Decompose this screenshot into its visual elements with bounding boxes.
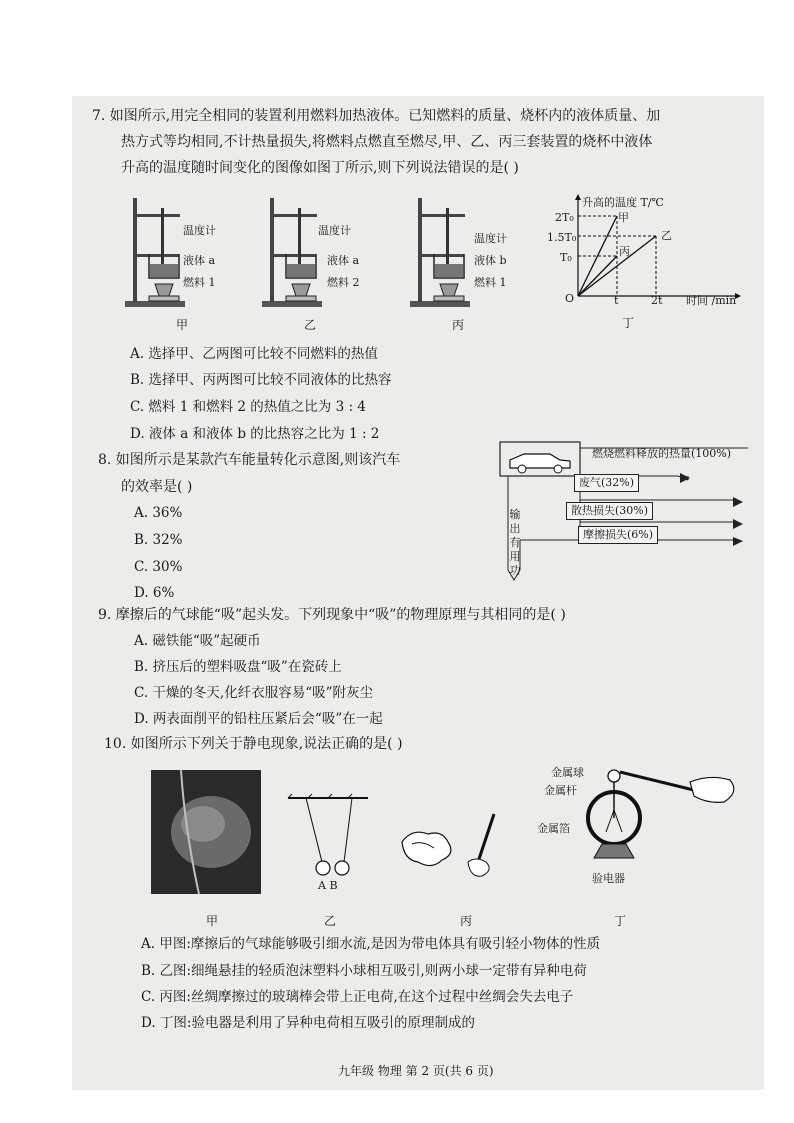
graph-ytick-t0: T₀	[560, 251, 572, 264]
graph-line-label-yi: 乙	[661, 229, 672, 242]
q10-caption-jia: 甲	[206, 914, 219, 928]
q10-caption-yi: 乙	[324, 914, 337, 928]
graph-xtick-2t: 2t	[651, 294, 663, 307]
graph-ytick-2t0: 2T₀	[555, 211, 574, 224]
temperature-time-graph	[560, 196, 740, 306]
q10-option-a: A. 甲图:摩擦后的气球能够吸引细水流,是因为带电体具有吸引轻小物体的性质	[141, 936, 601, 952]
graph-xlabel: 时间 /min	[686, 294, 737, 307]
q7-option-b: B. 选择甲、丙两图可比较不同液体的比热容	[130, 372, 392, 388]
liquid-label-yi: 液体 a	[327, 254, 360, 267]
q10-caption-bing: 丙	[460, 914, 473, 928]
q9-stem: 9. 摩擦后的气球能“吸”起头发。下列现象中“吸”的物理原理与其相同的是( )	[98, 607, 566, 623]
fuel-label-bing: 燃料 1	[474, 276, 507, 289]
q10-option-b: B. 乙图:细绳悬挂的轻质泡沫塑料小球相互吸引,则两小球一定带有异种电荷	[141, 963, 587, 979]
q9-option-a: A. 磁铁能“吸”起硬币	[134, 633, 261, 649]
q8-stem-line1: 8. 如图所示是某款汽车能量转化示意图,则该汽车	[98, 452, 401, 468]
q7-stem-line3: 升高的温度随时间变化的图像如图丁所示,则下列说法错误的是( )	[121, 160, 519, 176]
liquid-label-jia: 液体 a	[183, 254, 216, 267]
q8-option-d: D. 6%	[134, 585, 175, 601]
caption-bing: 丙	[452, 318, 465, 332]
fuel-label-jia: 燃料 1	[183, 276, 216, 289]
energy-loss-friction: 摩擦损失(6%)	[578, 526, 658, 544]
energy-loss-heat: 散热损失(30%)	[566, 502, 653, 520]
electroscope-rod-label: 金属杆	[544, 784, 577, 797]
q9-option-d: D. 两表面削平的铅柱压紧后会“吸”在一起	[134, 711, 383, 727]
caption-yi: 乙	[304, 318, 317, 332]
graph-ytick-1p5t0: 1.5T₀	[547, 231, 577, 244]
q9-option-c: C. 干燥的冬天,化纤衣服容易“吸”附灰尘	[134, 685, 374, 701]
caption-ding: 丁	[622, 316, 635, 330]
balls-ab-label: A B	[318, 879, 338, 892]
q9-option-b: B. 挤压后的塑料吸盘“吸”在瓷砖上	[134, 659, 342, 675]
q10-stem: 10. 如图所示下列关于静电现象,说法正确的是( )	[104, 736, 403, 752]
liquid-label-bing: 液体 b	[474, 254, 507, 267]
graph-xtick-t: t	[614, 294, 619, 307]
electroscope-foil-label: 金属箔	[537, 822, 570, 835]
energy-total-label: 燃烧燃料释放的热量(100%)	[592, 447, 732, 460]
q7-option-a: A. 选择甲、乙两图可比较不同燃料的热值	[130, 346, 378, 362]
graph-origin: O	[565, 292, 575, 305]
silk-glass-rod-figure	[398, 812, 518, 882]
useful-work-label: 输 出 有 用 功	[509, 508, 521, 577]
q7-stem-line1: 7. 如图所示,用完全相同的装置利用燃料加热液体。已知燃料的质量、烧杯内的液体质量、加	[92, 108, 661, 124]
thermo-label-yi: 温度计	[318, 224, 351, 237]
fuel-label-yi: 燃料 2	[327, 276, 360, 289]
q7-option-c: C. 燃料 1 和燃料 2 的热值之比为 3 : 4	[130, 399, 366, 415]
q10-option-d: D. 丁图:验电器是利用了异种电荷相互吸引的原理制成的	[141, 1015, 475, 1031]
q7-stem-line2: 热方式等均相同,不计热量损失,将燃料点燃直至燃尽,甲、乙、丙三套装置的烧杯中液体	[121, 134, 653, 150]
electroscope-figure	[590, 762, 740, 872]
graph-ylabel: 升高的温度 T/℃	[582, 196, 664, 209]
q8-option-c: C. 30%	[134, 559, 183, 575]
thermo-label-bing: 温度计	[474, 232, 507, 245]
caption-jia: 甲	[176, 318, 189, 332]
graph-line-label-bing: 丙	[619, 245, 630, 258]
balloon-water-photo	[151, 770, 261, 894]
q8-option-b: B. 32%	[134, 532, 183, 548]
q10-option-c: C. 丙图:丝绸摩擦过的玻璃棒会带上正电荷,在这个过程中丝绸会失去电子	[141, 989, 574, 1005]
page-footer: 九年级 物理 第 2 页(共 6 页)	[338, 1064, 494, 1078]
electroscope-device-label: 验电器	[592, 872, 625, 885]
graph-line-label-jia: 甲	[618, 211, 629, 224]
thermo-label-jia: 温度计	[183, 224, 216, 237]
energy-loss-exhaust: 废气(32%)	[574, 474, 639, 492]
q8-option-a: A. 36%	[134, 505, 183, 521]
hanging-balls-figure	[288, 794, 368, 878]
q8-stem-line2: 的效率是( )	[121, 479, 193, 495]
q7-option-d: D. 液体 a 和液体 b 的比热容之比为 1 : 2	[130, 426, 380, 442]
q10-caption-ding: 丁	[614, 914, 627, 928]
electroscope-ball-label: 金属球	[551, 766, 584, 779]
